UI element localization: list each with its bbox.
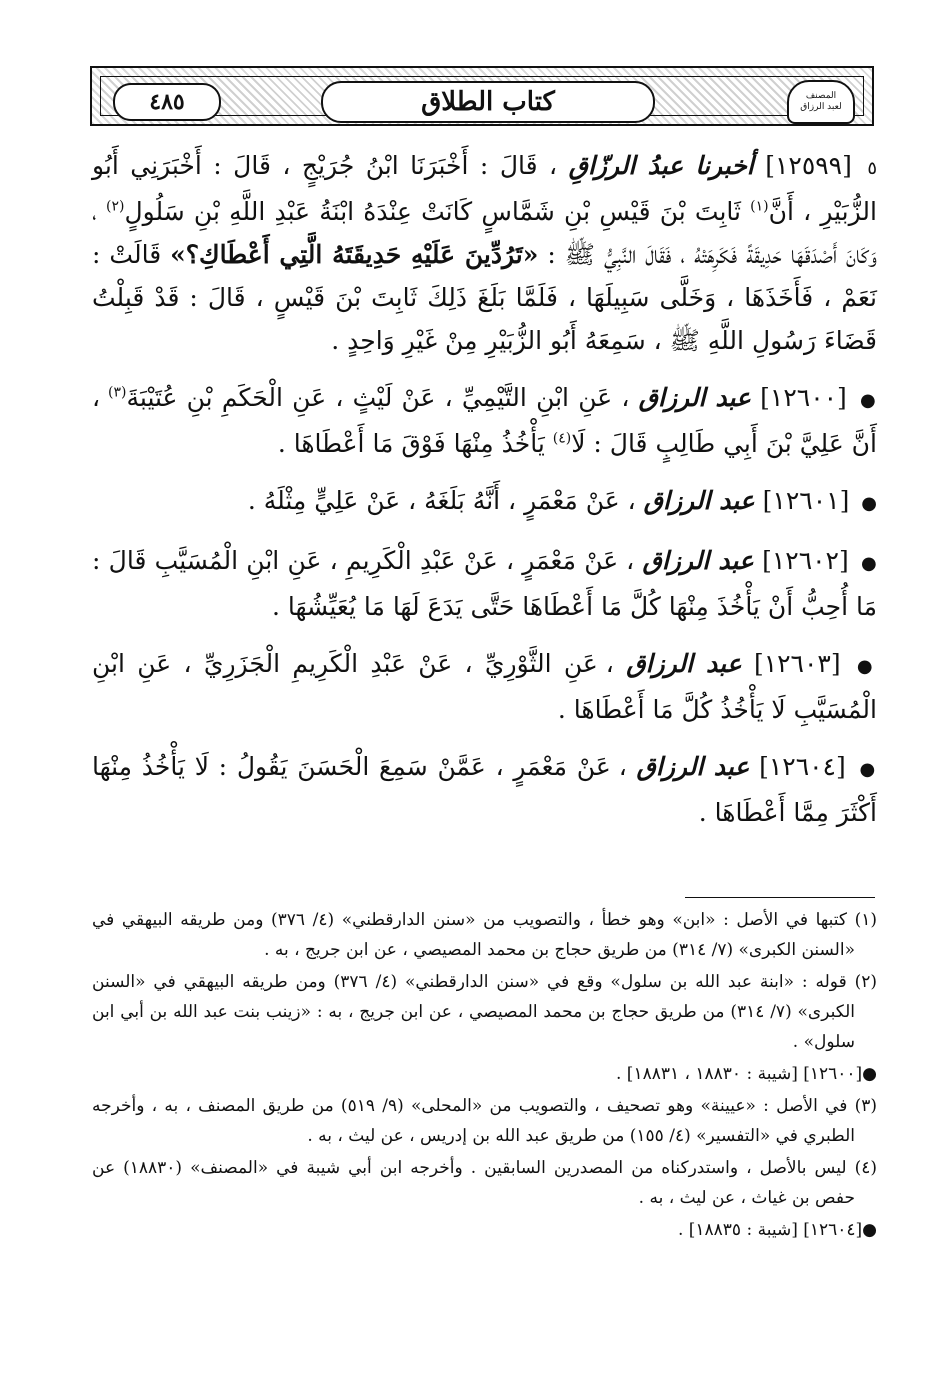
entry-marker: ●	[861, 553, 878, 574]
hadith-entry-12603	[92, 642, 877, 731]
main-text	[92, 144, 877, 848]
entry-marker: ●	[856, 656, 877, 677]
entry-text: ، عَنْ مَعْمَرٍ ، عَمَّنْ سَمِعَ الْحَسَنَ يَقُولُ : لَا يَأْخُذُ مِنْهَا أَكْثَرَ مِمَّا أَعْطَاهَا .	[92, 752, 877, 827]
entry-number: [١٢٦٠٠]	[760, 383, 847, 412]
entry-number: [١٢٦٠٢]	[762, 546, 849, 575]
entry-text: ، عَنْ مَعْمَرٍ ، عَنْ عَبْدِ الْكَرِيمِ ، عَنِ ابْنِ الْمُسَيَّبِ قَالَ : مَا أُحِبُّ أَنْ يَأْخُذَ مِنْهَا كُلَّ مَا أَعْطَاهَا حَتَّى يَدَعَ لَهَا مَا يُعَيِّشُهَا .	[92, 546, 877, 621]
entry-marker: ●	[859, 759, 877, 780]
entry-text: ، قَالَ : أَخْبَرَنَا ابْنُ جُرَيْجٍ ، قَالَ : أَخْبَرَنِي أَبُو الزُّبَيْرِ ، أَنَّ	[92, 151, 877, 226]
hadith-entry-12602	[92, 539, 877, 628]
work-logo-line2: لعبد الرزاق	[800, 102, 842, 112]
entry-text: ، عَنْ مَعْمَرٍ ، أَنَّهُ بَلَغَهُ ، عَنْ عَلِيٍّ مِثْلَهُ .	[247, 486, 636, 515]
entry-isnad: عبد الرزاق	[638, 383, 751, 412]
entry-isnad: أخبرنا عبدُ الرزّاقِ	[568, 151, 754, 180]
hadith-entry-12599	[92, 144, 877, 362]
entry-isnad: عبد الرزاق	[626, 649, 742, 678]
book-title: كتاب الطلاق	[321, 81, 655, 123]
entry-text: ، أَنَّ عَلِيَّ بْنَ أَبِي طَالِبٍ قَالَ : لَا	[92, 383, 877, 458]
entry-text: ، وَكَانَ أَصْدَقَهَا حَدِيقَةً فَكَرِهَتْهُ ، فَقَالَ النَّبِيُّ ﷺ :	[92, 197, 878, 269]
entry-number: [١٢٥٩٩]	[765, 151, 852, 180]
footnote-ref[interactable]: (٣)	[108, 384, 127, 401]
entry-isnad: عبد الرزاق	[636, 752, 750, 781]
entry-isnad: عبد الرزاق	[642, 546, 754, 575]
entry-marker: ●	[861, 493, 877, 514]
footnote-4: (٤) ليس بالأصل ، واستدركناه من المصدرين السابقين . وأخرجه ابن أبي شيبة في «المصنف» (١٨٨٣٠) عن حفص بن غياث ، عن ليث ، به .	[92, 1158, 877, 1208]
header-ornament	[100, 76, 864, 116]
hadith-entry-12601	[92, 479, 877, 525]
footnote-3: (٣) في الأصل : «عيينة» وهو تصحيف ، والتصويب من «المحلى» (٩/ ٥١٩) من طريق المصنف ، به ، وأخرجه الطبري في «التفسير» (٤/ ١٥٥) من طريق عبد الله بن إدريس ، عن ليث ، به .	[92, 1096, 877, 1146]
entry-text: ، عَنِ ابْنِ التَّيْمِيِّ ، عَنْ لَيْثٍ ، عَنِ الْحَكَمِ بْنِ عُتَيْبَةَ	[126, 383, 630, 412]
entry-text: قَالَتْ : نَعَمْ ، فَأَخَذَهَا ، وَخَلَّى سَبِيلَهَا ، فَلَمَّا بَلَغَ ذَلِكَ ثَابِتَ بْنَ قَيْسٍ ، قَالَ : قَدْ قَبِلْتُ قَضَاءَ رَسُولِ اللَّهِ ﷺ ، سَمِعَهُ أَبُو الزُّبَيْرِ مِنْ غَيْرِ وَاحِدٍ .	[92, 240, 877, 355]
entry-text: ، عَنِ الثَّوْرِيِّ ، عَنْ عَبْدِ الْكَرِيمِ الْجَزَرِيِّ ، عَنِ ابْنِ الْمُسَيَّبِ لَا يَأْخُذُ كُلَّ مَا أَعْطَاهَا .	[92, 649, 877, 724]
footnote-ref[interactable]: (١)	[750, 198, 769, 215]
work-logo	[787, 80, 855, 124]
entry-isnad: عبد الرزاق	[643, 486, 755, 515]
entry-hadith-quote: «تَرُدِّينَ عَلَيْهِ حَدِيقَتَهُ الَّتِي أَعْطَاكِ؟»	[170, 240, 539, 269]
entry-number: [١٢٦٠٤]	[759, 752, 846, 781]
footnotes	[92, 905, 877, 1247]
entry-text: يَأْخُذُ مِنْهَا فَوْقَ مَا أَعْطَاهَا .	[277, 429, 545, 458]
source-reference-12604: ●[١٢٦٠٤] [شيبة : ١٨٨٣٥] .	[677, 1220, 877, 1240]
page-number: ٤٨٥	[113, 83, 221, 121]
footnote-1: (١) كتبها في الأصل : «ابن» وهو خطأ ، والتصويب من «سنن الدارقطني» (٤/ ٣٧٦) ومن طريقه البيهقي في «السنن الكبرى» (٧/ ٣١٤) من طريق حجاج بن محمد المصيصي ، عن ابن جريج ، به .	[92, 910, 877, 960]
entry-number: [١٢٦٠١]	[762, 486, 850, 515]
entry-number: [١٢٦٠٣]	[753, 649, 841, 678]
entry-text: ثَابِتَ بْنَ قَيْسِ بْنِ شَمَّاسٍ كَانَتْ عِنْدَهُ ابْنَةُ عَبْدِ اللَّهِ بْنِ سَلُولٍ	[124, 197, 741, 226]
entry-marker: ٥	[867, 158, 878, 179]
page-header	[90, 66, 874, 126]
footnote-separator	[685, 897, 875, 898]
work-logo-line1: المصنف	[805, 91, 837, 101]
entry-marker: ●	[860, 390, 877, 411]
footnote-ref[interactable]: (٤)	[552, 430, 572, 447]
footnote-2: (٢) قوله : «ابنة عبد الله بن سلول» وقع في «سنن الدارقطني» (٤/ ٣٧٦) ومن طريقه البيهقي في «السنن الكبرى» (٧/ ٣١٤) من طريق حجاج بن محمد المصيصي ، عن ابن جريج ، به : «زينب بنت عبد الله بن أبي ابن سلول» .	[92, 972, 877, 1052]
footnote-ref[interactable]: (٢)	[105, 198, 125, 215]
hadith-entry-12604	[92, 745, 877, 834]
source-reference-12600: ●[١٢٦٠٠] [شيبة : ١٨٨٣٠ ، ١٨٨٣١] .	[615, 1064, 877, 1084]
hadith-entry-12600	[92, 376, 877, 465]
